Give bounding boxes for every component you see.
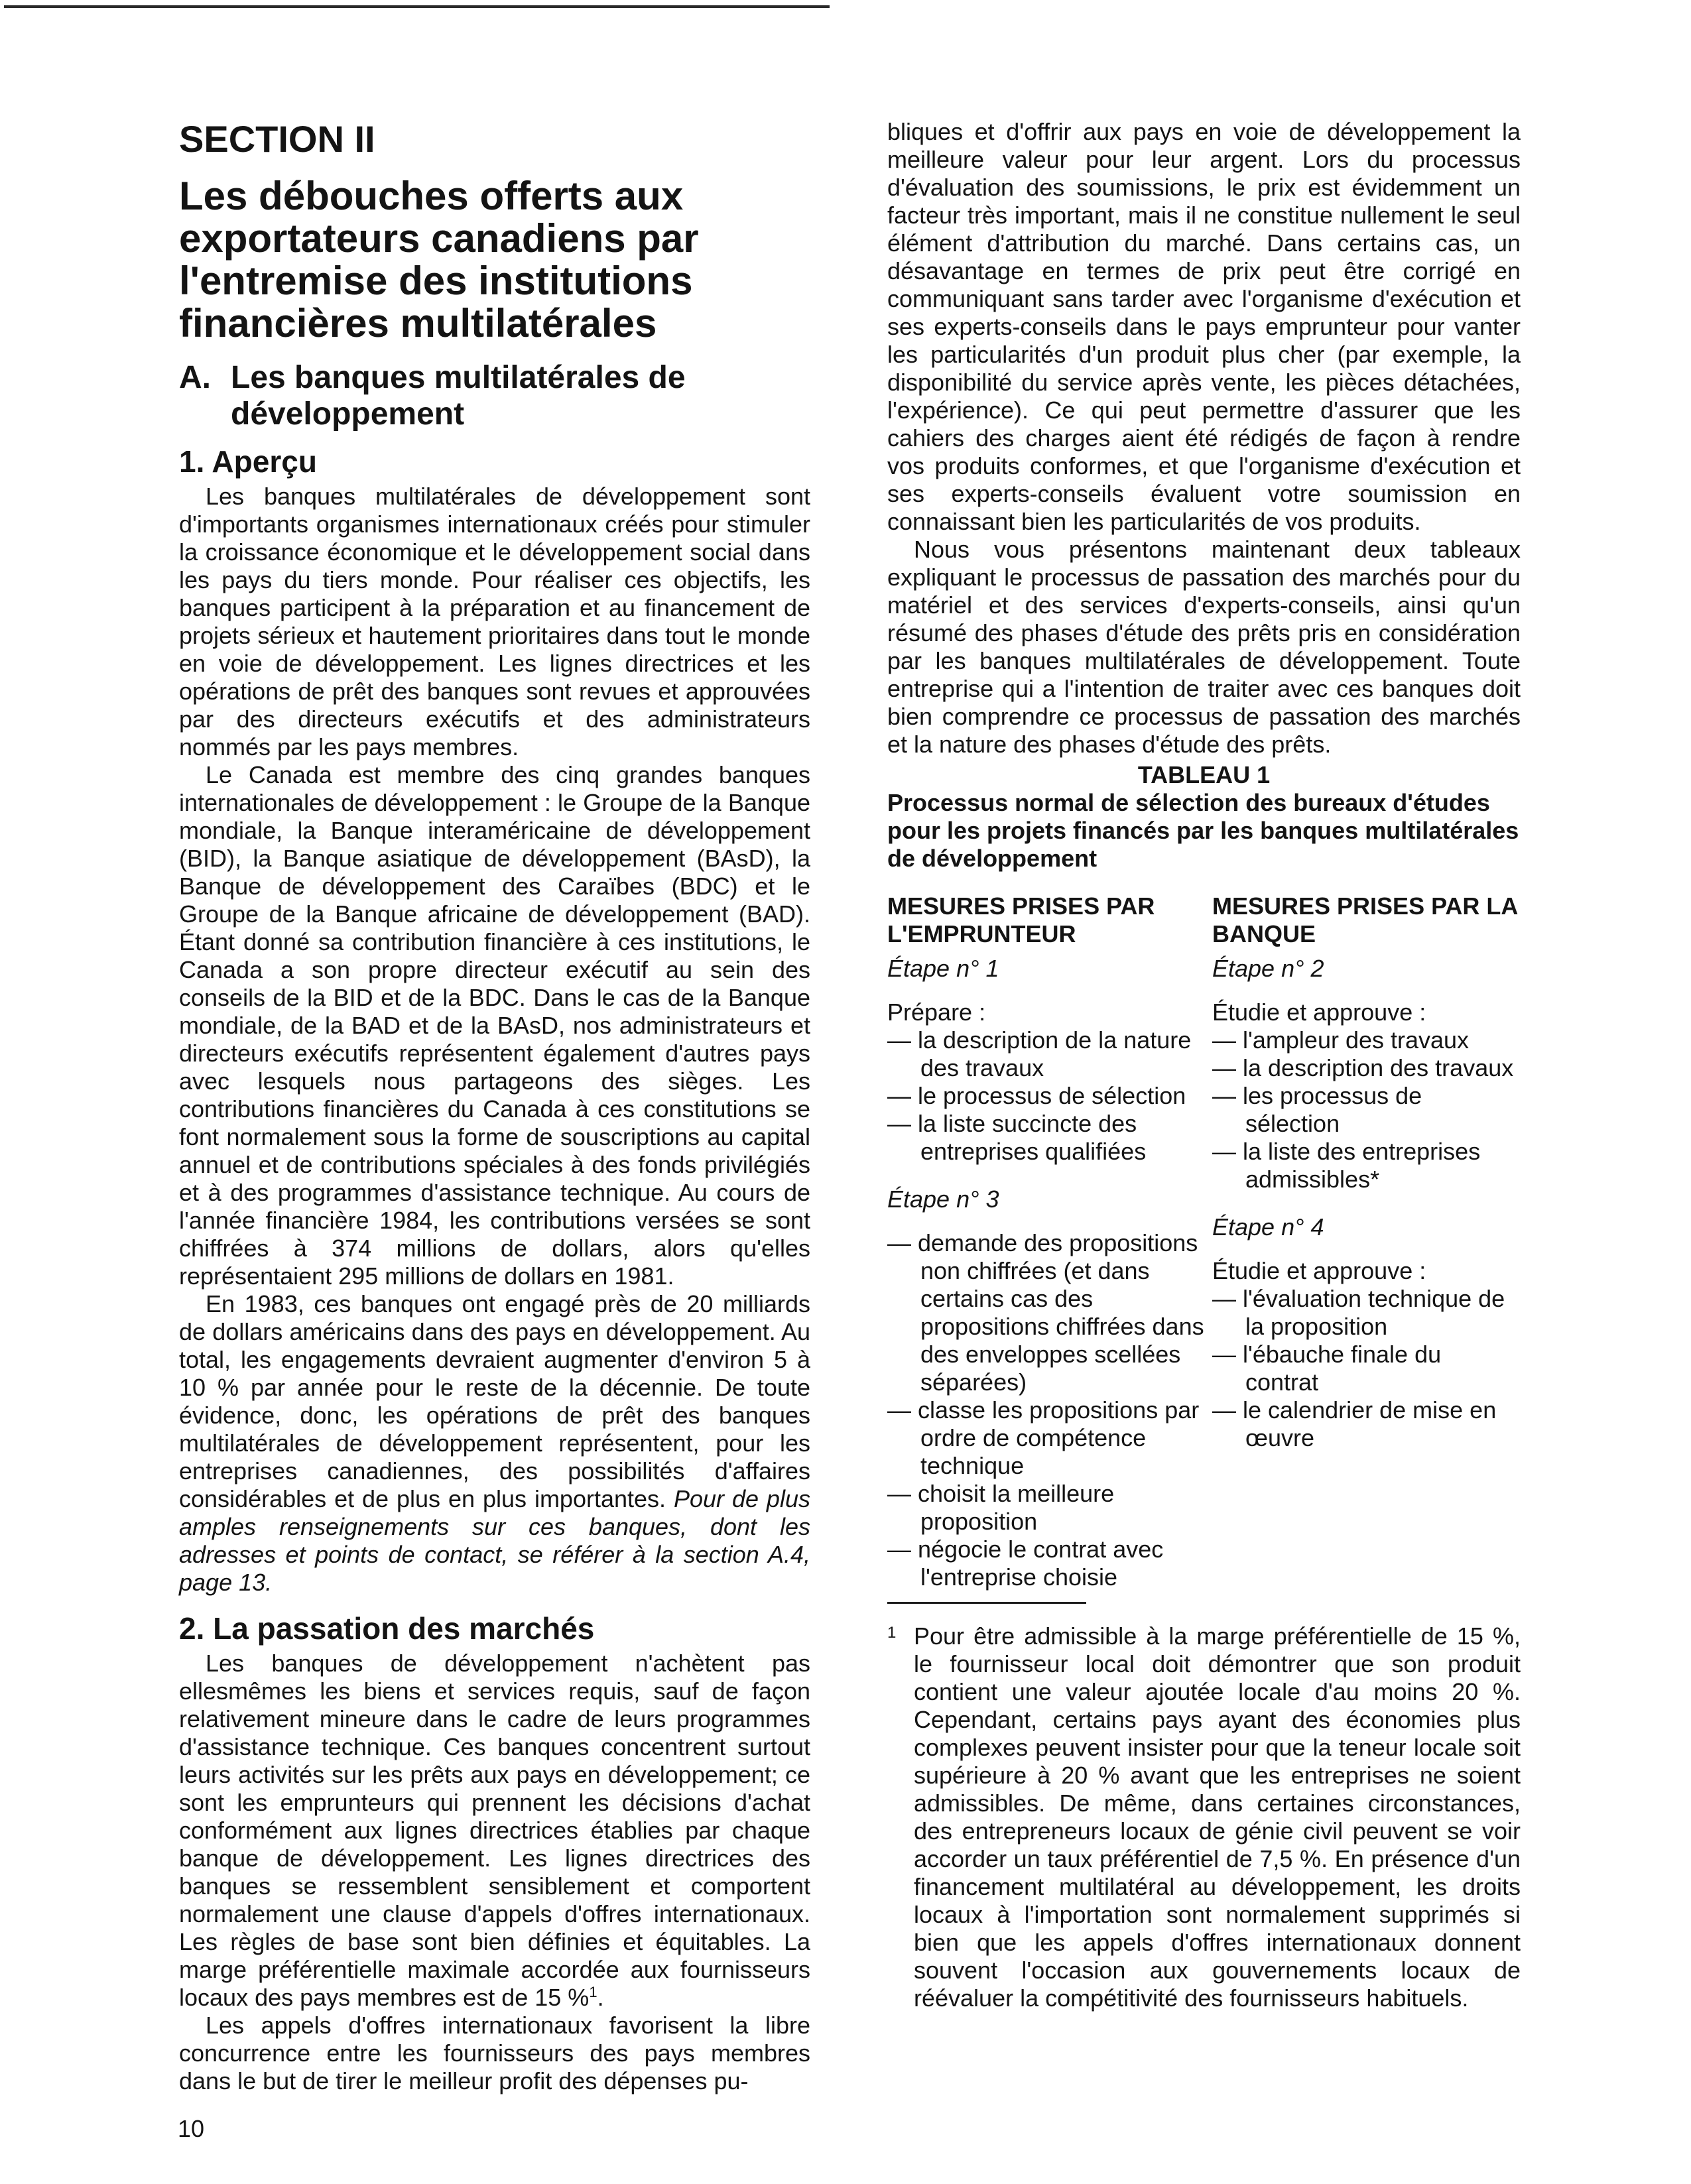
etape-4-intro: Étudie et approuve :	[1212, 1257, 1426, 1284]
top-rule	[4, 5, 830, 8]
list-item: — le processus de sélection	[887, 1082, 1212, 1110]
list-item: — le calendrier de mise en œuvre	[1212, 1396, 1521, 1452]
passation-paragraph-3: Nous vous présentons maintenant deux tableaux expliquant le processus de passation des marchés pour du matériel et des services d'experts-conseils, ainsi qu'un résumé des phases d'étude des prêts pris en considération par les banques multilatérales de développement. Toute entreprise qui a l'intention de traiter avec ces banques doit bien comprendre ce processus de passation des marchés et la nature des phases d'étude des prêts.	[887, 536, 1521, 758]
passation-paragraph-1-text: Les banques de développement n'achètent pas ellesmêmes les biens et services requis, sauf de façon relativement mineure dans le cadre de leurs programmes d'assistance technique. Ces banques concentrent surtout leurs activités sur les prêts aux pays en développement; ce sont les emprunteurs qui prennent les décisions d'achat conformément aux lignes directrices établies par chaque banque de développement. Les lignes directrices des banques se ressemblent sensiblement et comportent normalement une clause d'appels d'offres internationaux. Les règles de base sont bien définies et équitables. La marge préférentielle maximale accordée aux fournisseurs locaux des pays membres est de 15 %	[179, 1650, 810, 2011]
footnote-divider	[887, 1602, 1086, 1604]
footnote-mark: 1	[887, 1624, 897, 1642]
bank-column	[1212, 892, 1521, 1591]
list-item: — la liste succincte des entreprises qualifiées	[887, 1110, 1212, 1166]
page-number: 10	[178, 2115, 205, 2142]
apercu-paragraph-3-reference: Pour de plus amples renseignements sur ces banques, dont les adresses et points de contact, se référer à la section A.4, page 13.	[179, 1485, 810, 1596]
borrower-heading: MESURES PRISES PAR L'EMPRUNTEUR	[887, 892, 1155, 947]
section-label: SECTION II	[179, 118, 375, 160]
apercu-paragraph-3-text: En 1983, ces banques ont engagé près de 20 milliards de dollars américains dans des pays en développement. Au total, les engagements devraient augmenter d'environ 5 à 10 % par année pour le reste de la décennie. De toute évidence, donc, les opérations de prêt des banques multilatérales de développement représentent, pour les entreprises canadiennes, des possibilités d'affaires considérables et de plus en plus importantes.	[179, 1290, 810, 1512]
subsection-a-heading	[179, 359, 810, 432]
passation-heading: 2. La passation des marchés	[179, 1611, 595, 1646]
footnote-reference: 1	[589, 1984, 597, 2000]
subsection-a-letter: A.	[179, 360, 211, 395]
list-item: — l'ébauche finale du contrat	[1212, 1341, 1521, 1396]
borrower-column	[887, 892, 1212, 1591]
list-item: — la description des travaux	[1212, 1054, 1521, 1082]
left-column	[179, 118, 810, 2095]
etape-2-intro: Étudie et approuve :	[1212, 999, 1426, 1026]
table-label: TABLEAU 1	[1137, 761, 1271, 788]
passation-paragraph-1-end: .	[597, 1984, 604, 2011]
etape-2-label: Étape n° 2	[1212, 955, 1324, 982]
selection-process-table	[887, 892, 1521, 1591]
etape-4-label: Étape n° 4	[1212, 1213, 1324, 1241]
list-item: — classe les propositions par ordre de compétence technique	[887, 1396, 1212, 1480]
list-item: — la description de la nature des travaux	[887, 1026, 1212, 1082]
list-item: — choisit la meilleure proposition	[887, 1480, 1212, 1536]
table-caption: Processus normal de sélection des bureaux d'études pour les projets financés par les banques multilatérales de développement	[887, 789, 1519, 872]
list-item: — l'évaluation technique de la proposition	[1212, 1285, 1521, 1341]
list-item: — demande des propositions non chiffrées (et dans certains cas des propositions chiffrées dans des enveloppes scellées séparées)	[887, 1229, 1212, 1396]
etape-4-list	[1212, 1285, 1521, 1452]
footnote	[887, 1622, 1521, 2012]
passation-paragraph-2-start: Les appels d'offres internationaux favorisent la libre concurrence entre les fournisseurs des pays membres dans le but de tirer le meilleur profit des dépenses pu-	[179, 2012, 810, 2094]
list-item: — négocie le contrat avec l'entreprise choisie	[887, 1536, 1212, 1591]
apercu-paragraph-3	[179, 1290, 810, 1597]
etape-3-label: Étape n° 3	[887, 1185, 999, 1213]
etape-1-list	[887, 1026, 1212, 1166]
subsection-a-title: Les banques multilatérales de développement	[231, 360, 686, 432]
list-item: — l'ampleur des travaux	[1212, 1026, 1521, 1054]
etape-2-list	[1212, 1026, 1521, 1193]
passation-paragraph-2-continued: bliques et d'offrir aux pays en voie de développement la meilleure valeur pour leur argent. Lors du processus d'évaluation des soumissions, le prix est évidemment un facteur très important, mais il ne constitue nullement le seul élément d'attribution du marché. Dans certains cas, un désavantage en termes de prix peut être corrigé en communiquant sans tarder avec l'organisme d'exécution et ses experts-conseils dans le pays emprunteur pour vanter les particularités d'un produit plus cher (par exemple, la disponibilité du service après vente, les pièces détachées, l'expérience). Ce qui peut permettre d'assurer que les cahiers des charges aient été rédigés de façon à rendre vos produits conformes, et que l'organisme d'exécution et ses experts-conseils évaluent votre soumission en connaissant bien les particularités de vos produits.	[887, 118, 1521, 535]
footnote-text: Pour être admissible à la marge préférentielle de 15 %, le fournisseur local doit démontrer que son produit contient une valeur ajoutée locale d'au moins 20 %. Cependant, certains pays ayant des économies plus complexes peuvent insister pour que la teneur locale soit supérieure à 20 % avant que les entreprises ne soient admissibles. De même, dans certaines circonstances, des entrepreneurs locaux de génie civil peuvent se voir accorder un taux préférentiel de 7,5 %. En présence d'un financement multilatéral au développement, les droits locaux à l'importation sont normalement supprimés si bien que les appels d'offres internationaux donnent souvent l'occasion aux gouvernements locaux de réévaluer la compétitivité des fournisseurs habituels.	[914, 1622, 1521, 2012]
apercu-paragraph-2: Le Canada est membre des cinq grandes banques internationales de développement : le Groupe de la Banque mondiale, la Banque interaméricaine de développement (BID), la Banque asiatique de développement (BAsD), la Banque de développement des Caraïbes (BDC) et le Groupe de la Banque africaine de développement (BAD). Étant donné sa contribution financière à ces institutions, le Canada a son propre directeur exécutif au sein des conseils de la BID et de la BDC. Dans le cas de la Banque mondiale, de la BAD et de la BAsD, nos administrateurs et directeurs exécutifs représentent également d'autres pays avec lesquels nous partageons des sièges. Les contributions financières du Canada à ces constitutions se font normalement sous la forme de souscriptions au capital annuel et de contributions spéciales à des fonds privilégiés et à des programmes d'assistance technique. Au cours de l'année financière 1984, les contributions versées se sont chiffrées à 374 millions de dollars, alors qu'elles représentaient 295 millions de dollars en 1981.	[179, 761, 810, 1290]
passation-paragraph-1	[179, 1650, 810, 2012]
etape-1-intro: Prépare :	[887, 999, 986, 1026]
apercu-paragraph-1: Les banques multilatérales de développement sont d'importants organismes internationaux créés pour stimuler la croissance économique et le développement social dans les pays du tiers monde. Pour réaliser ces objectifs, les banques participent à la préparation et au financement de projets sérieux et hautement prioritaires dans tout le monde en voie de développement. Les lignes directrices et les opérations de prêt des banques sont revues et approuvées par des directeurs exécutifs et des administrateurs nommés par les pays membres.	[179, 483, 810, 760]
apercu-heading: 1. Aperçu	[179, 444, 317, 479]
bank-heading: MESURES PRISES PAR LA BANQUE	[1212, 892, 1518, 947]
etape-1-label: Étape n° 1	[887, 955, 999, 982]
etape-3-list	[887, 1229, 1212, 1591]
list-item: — la liste des entreprises admissibles*	[1212, 1138, 1521, 1193]
list-item: — les processus de sélection	[1212, 1082, 1521, 1138]
page-title: Les débouches offerts aux exportateurs canadiens par l'entremise des institutions financières multilatérales	[179, 174, 699, 345]
right-column	[887, 118, 1521, 2012]
